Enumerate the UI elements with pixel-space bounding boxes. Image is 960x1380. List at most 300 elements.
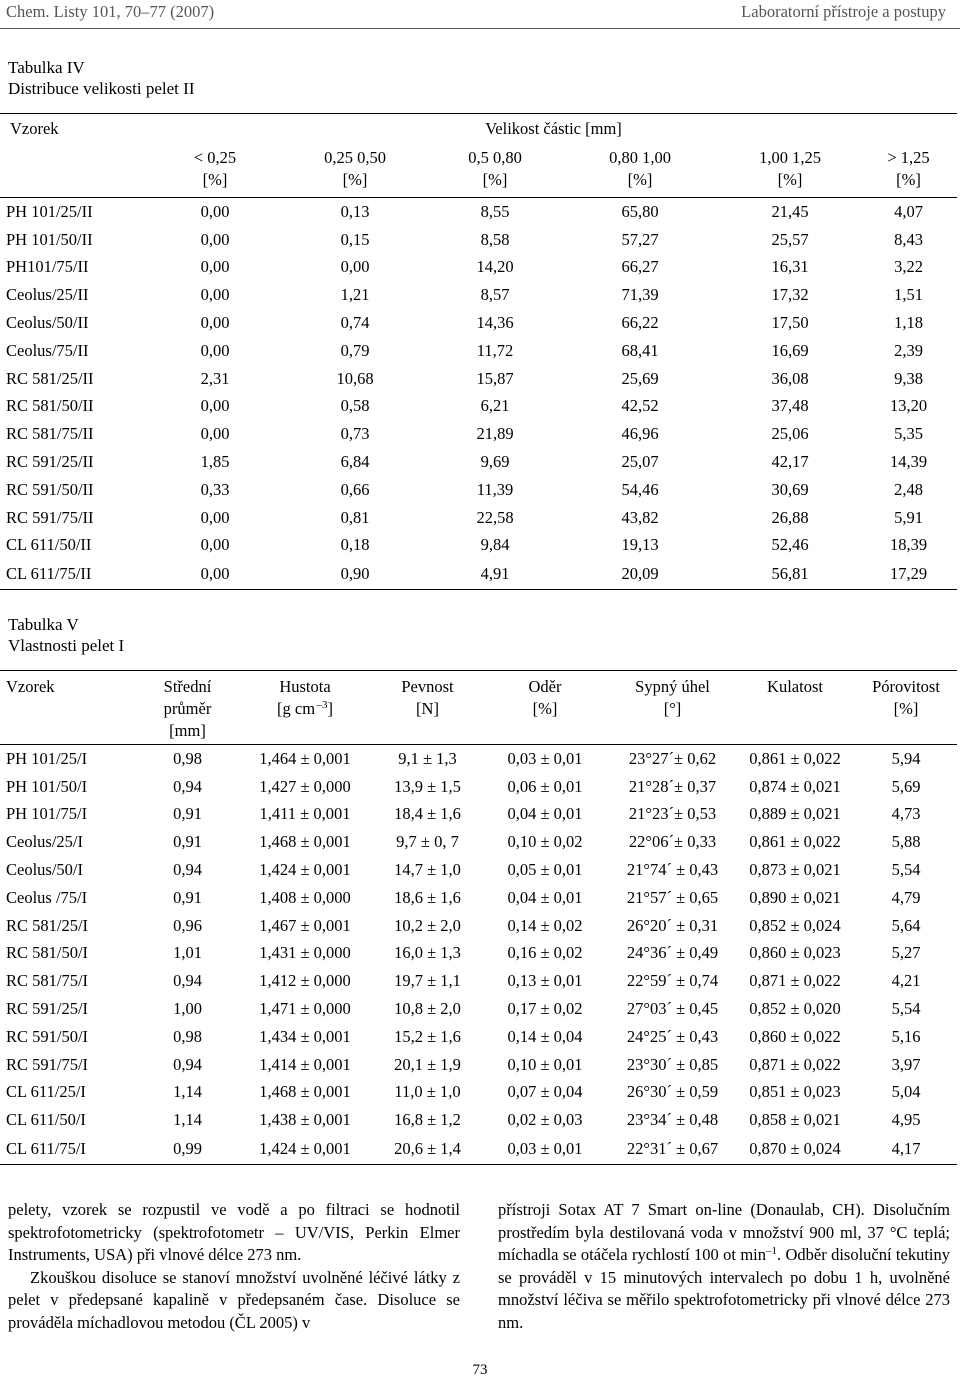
table-row bbox=[0, 448, 957, 476]
value-cell: 1,00 bbox=[173, 999, 202, 1019]
table-row bbox=[0, 198, 957, 226]
value-cell: 5,94 bbox=[891, 748, 921, 768]
value-cell: 2,48 bbox=[894, 479, 923, 499]
table4-column-header bbox=[430, 147, 560, 198]
value-cell: 5,91 bbox=[894, 507, 923, 527]
value-cell: 16,31 bbox=[771, 257, 809, 277]
value-cell: 1,434 ± 0,001 bbox=[259, 1026, 351, 1046]
value-cell: 1,411 ± 0,001 bbox=[259, 804, 351, 824]
value-cell: 1,467 ± 0,001 bbox=[259, 915, 351, 935]
value-cell: 3,22 bbox=[894, 257, 923, 277]
table-row bbox=[0, 884, 957, 912]
value-cell: 0,90 bbox=[340, 564, 370, 584]
sample-cell: RC 581/50/I bbox=[6, 943, 89, 963]
value-cell: 0,13 bbox=[340, 201, 370, 221]
table5 bbox=[0, 670, 957, 1165]
header-line: [%] bbox=[893, 699, 919, 718]
header-line: Sypný úhel bbox=[635, 677, 710, 696]
table4-group-header: Velikost částic [mm] bbox=[485, 119, 622, 138]
value-cell: 0,18 bbox=[340, 535, 370, 555]
value-cell: 8,58 bbox=[480, 229, 510, 249]
value-cell: 0,58 bbox=[340, 396, 370, 416]
value-cell: 9,84 bbox=[480, 535, 510, 555]
value-cell: 66,27 bbox=[621, 257, 659, 277]
text-column-left bbox=[8, 1199, 460, 1334]
value-cell: 3,97 bbox=[891, 1054, 921, 1074]
table5-header-diameter bbox=[140, 671, 235, 745]
header-line: Hustota bbox=[279, 677, 331, 696]
value-cell: 0,74 bbox=[340, 313, 370, 333]
sample-cell: Ceolus/50/II bbox=[6, 313, 89, 333]
value-cell: 4,73 bbox=[891, 804, 921, 824]
table4-column-headers bbox=[0, 147, 957, 198]
table5-caption bbox=[8, 614, 124, 656]
unit-text: ] bbox=[327, 699, 333, 718]
table4-column-header bbox=[280, 147, 430, 198]
value-cell: 2,39 bbox=[894, 340, 923, 360]
value-cell: 5,27 bbox=[891, 943, 921, 963]
sample-cell: PH 101/25/I bbox=[6, 748, 88, 768]
table-row bbox=[0, 1079, 957, 1107]
value-cell: 0,81 bbox=[340, 507, 370, 527]
value-cell: 14,36 bbox=[476, 313, 514, 333]
value-cell: 0,96 bbox=[173, 915, 202, 935]
table-row bbox=[0, 995, 957, 1023]
table5-header-sample: Vzorek bbox=[0, 671, 140, 745]
header-line: [%] bbox=[777, 170, 803, 189]
value-cell: 1,468 ± 0,001 bbox=[259, 1082, 351, 1102]
table-row bbox=[0, 365, 957, 393]
value-cell: 66,22 bbox=[621, 313, 659, 333]
value-cell: 0,00 bbox=[200, 535, 230, 555]
header-line: Oděr bbox=[528, 677, 562, 696]
text-column-right bbox=[498, 1199, 950, 1334]
value-cell: 21°28´± 0,37 bbox=[628, 776, 717, 796]
value-cell: 42,17 bbox=[771, 452, 809, 472]
value-cell: 13,20 bbox=[889, 396, 928, 416]
sample-cell: Ceolus/25/II bbox=[6, 285, 89, 305]
value-cell: 56,81 bbox=[771, 564, 809, 584]
value-cell: 2,31 bbox=[200, 368, 230, 388]
value-cell: 71,39 bbox=[621, 285, 659, 305]
table-row bbox=[0, 856, 957, 884]
value-cell: 1,14 bbox=[173, 1082, 202, 1102]
sample-cell: PH101/75/II bbox=[6, 257, 89, 277]
value-cell: 5,54 bbox=[891, 860, 921, 880]
value-cell: 14,39 bbox=[889, 452, 928, 472]
value-cell: 6,21 bbox=[480, 396, 510, 416]
value-cell: 0,17 ± 0,02 bbox=[507, 999, 583, 1019]
value-cell: 1,424 ± 0,001 bbox=[259, 860, 351, 880]
paragraph: pelety, vzorek se rozpustil ve vodě a po filtraci se hodnotil spektrofotometricky (spektrofotometr – UV/VIS, Perkin Elmer Instruments, USA) při vlnové délce 273 nm. bbox=[8, 1200, 460, 1264]
value-cell: 30,69 bbox=[771, 479, 809, 499]
table-row bbox=[0, 504, 957, 532]
table5-header-angle bbox=[610, 671, 735, 745]
table-row bbox=[0, 309, 957, 337]
value-cell: 0,874 ± 0,021 bbox=[749, 776, 841, 796]
value-cell: 0,16 ± 0,02 bbox=[507, 943, 583, 963]
value-cell: 0,873 ± 0,021 bbox=[749, 860, 841, 880]
value-cell: 8,55 bbox=[480, 201, 510, 221]
header-line: 1,00 1,25 bbox=[759, 148, 821, 167]
value-cell: 54,46 bbox=[621, 479, 659, 499]
sample-cell: RC 581/75/I bbox=[6, 971, 89, 991]
table-row bbox=[0, 1023, 957, 1051]
value-cell: 0,861 ± 0,022 bbox=[749, 832, 841, 852]
value-cell: 1,468 ± 0,001 bbox=[259, 832, 351, 852]
sample-cell: RC 591/75/II bbox=[6, 507, 94, 527]
sample-cell: RC 581/25/II bbox=[6, 368, 94, 388]
value-cell: 68,41 bbox=[621, 340, 659, 360]
value-cell: 0,00 bbox=[200, 201, 230, 221]
value-cell: 1,412 ± 0,000 bbox=[259, 971, 351, 991]
value-cell: 15,87 bbox=[476, 368, 514, 388]
value-cell: 0,00 bbox=[200, 507, 230, 527]
value-cell: 11,39 bbox=[476, 479, 514, 499]
value-cell: 17,32 bbox=[771, 285, 809, 305]
table4-title: Tabulka IV bbox=[8, 58, 85, 77]
value-cell: 0,00 bbox=[200, 257, 230, 277]
unit-text: [g cm bbox=[277, 699, 316, 718]
value-cell: 22,58 bbox=[476, 507, 514, 527]
value-cell: 1,85 bbox=[200, 452, 230, 472]
value-cell: 5,88 bbox=[891, 832, 921, 852]
value-cell: 1,21 bbox=[340, 285, 370, 305]
header-line: [mm] bbox=[169, 721, 206, 740]
value-cell: 0,00 bbox=[200, 313, 230, 333]
table-row bbox=[0, 940, 957, 968]
value-cell: 22°31´ ± 0,67 bbox=[626, 1139, 719, 1159]
value-cell: 0,02 ± 0,03 bbox=[507, 1110, 583, 1130]
value-cell: 0,03 ± 0,01 bbox=[507, 748, 583, 768]
table4-column-header bbox=[560, 147, 720, 198]
value-cell: 10,2 ± 2,0 bbox=[394, 915, 461, 935]
table4-row-header: Vzorek bbox=[10, 119, 59, 138]
value-cell: 0,890 ± 0,021 bbox=[749, 887, 841, 907]
value-cell: 0,00 bbox=[200, 564, 230, 584]
value-cell: 4,91 bbox=[480, 564, 510, 584]
value-cell: 25,57 bbox=[771, 229, 809, 249]
value-cell: 0,860 ± 0,023 bbox=[749, 943, 841, 963]
value-cell: 20,1 ± 1,9 bbox=[394, 1054, 461, 1074]
value-cell: 18,4 ± 1,6 bbox=[394, 804, 461, 824]
value-cell: 25,69 bbox=[621, 368, 659, 388]
header-line bbox=[235, 698, 375, 720]
value-cell: 16,0 ± 1,3 bbox=[394, 943, 461, 963]
header-line: Střední bbox=[163, 677, 212, 696]
section-header: Laboratorní přístroje a postupy bbox=[741, 2, 946, 21]
table-row bbox=[0, 1106, 957, 1134]
value-cell: 0,00 bbox=[200, 285, 230, 305]
value-cell: 0,94 bbox=[173, 860, 202, 880]
sample-cell: RC 591/25/I bbox=[6, 999, 89, 1019]
value-cell: 43,82 bbox=[621, 507, 659, 527]
value-cell: 1,438 ± 0,001 bbox=[259, 1110, 351, 1130]
value-cell: 0,06 ± 0,01 bbox=[507, 776, 583, 796]
table5-header-roundness bbox=[735, 671, 855, 745]
value-cell: 0,861 ± 0,022 bbox=[749, 748, 841, 768]
value-cell: 0,870 ± 0,024 bbox=[749, 1139, 841, 1159]
header-line: [%] bbox=[202, 170, 228, 189]
table-row bbox=[0, 420, 957, 448]
table-row bbox=[0, 745, 957, 773]
value-cell: 0,14 ± 0,02 bbox=[507, 915, 583, 935]
table-row bbox=[0, 967, 957, 995]
value-cell: 5,69 bbox=[891, 776, 921, 796]
value-cell: 0,00 bbox=[200, 424, 230, 444]
value-cell: 0,07 ± 0,04 bbox=[507, 1082, 583, 1102]
sample-cell: Ceolus /75/I bbox=[6, 887, 88, 907]
value-cell: 0,10 ± 0,01 bbox=[507, 1054, 583, 1074]
value-cell: 0,04 ± 0,01 bbox=[507, 804, 583, 824]
sample-cell: CL 611/50/I bbox=[6, 1110, 86, 1130]
value-cell: 0,871 ± 0,022 bbox=[749, 971, 841, 991]
table-row bbox=[0, 828, 957, 856]
header-line: 0,80 1,00 bbox=[609, 148, 671, 167]
sample-cell: PH 101/25/II bbox=[6, 201, 93, 221]
value-cell: 0,66 bbox=[340, 479, 370, 499]
value-cell: 0,10 ± 0,02 bbox=[507, 832, 583, 852]
value-cell: 25,06 bbox=[771, 424, 809, 444]
value-cell: 0,871 ± 0,022 bbox=[749, 1054, 841, 1074]
value-cell: 9,69 bbox=[480, 452, 510, 472]
header-line: < 0,25 bbox=[193, 148, 237, 167]
header-line: [%] bbox=[482, 170, 508, 189]
sample-cell: RC 591/50/I bbox=[6, 1026, 89, 1046]
value-cell: 1,424 ± 0,001 bbox=[259, 1139, 351, 1159]
value-cell: 1,414 ± 0,001 bbox=[259, 1054, 351, 1074]
value-cell: 17,29 bbox=[889, 564, 928, 584]
value-cell: 0,860 ± 0,022 bbox=[749, 1026, 841, 1046]
value-cell: 65,80 bbox=[621, 201, 659, 221]
header-line: [%] bbox=[627, 170, 653, 189]
value-cell: 1,01 bbox=[173, 943, 202, 963]
value-cell: 0,99 bbox=[173, 1139, 202, 1159]
header-line: Pórovitost bbox=[872, 677, 940, 696]
sample-cell: RC 581/75/II bbox=[6, 424, 94, 444]
value-cell: 0,852 ± 0,020 bbox=[749, 999, 841, 1019]
value-cell: 37,48 bbox=[771, 396, 809, 416]
value-cell: 57,27 bbox=[621, 229, 659, 249]
value-cell: 0,05 ± 0,01 bbox=[507, 860, 583, 880]
value-cell: 4,07 bbox=[894, 201, 923, 221]
value-cell: 0,73 bbox=[340, 424, 370, 444]
header-line: 0,25 0,50 bbox=[324, 148, 386, 167]
value-cell: 19,7 ± 1,1 bbox=[394, 971, 461, 991]
value-cell: 0,00 bbox=[200, 340, 230, 360]
sample-cell: RC 591/50/II bbox=[6, 479, 94, 499]
value-cell: 0,98 bbox=[173, 748, 202, 768]
value-cell: 1,408 ± 0,000 bbox=[259, 887, 351, 907]
table4-column-header bbox=[150, 147, 280, 198]
value-cell: 21°74´ ± 0,43 bbox=[626, 860, 719, 880]
value-cell: 23°30´ ± 0,85 bbox=[626, 1054, 719, 1074]
header-line: [N] bbox=[416, 699, 439, 718]
value-cell: 21°57´ ± 0,65 bbox=[626, 887, 719, 907]
table-row bbox=[0, 773, 957, 801]
value-cell: 0,91 bbox=[173, 887, 202, 907]
value-cell: 0,00 bbox=[200, 229, 230, 249]
paragraph: Zkouškou disoluce se stanoví množství uvolněné léčivé látky z pelet v předepsané kapalině v předepsaném čase. Disoluce se prováděla míchadlovou metodou (ČL 2005) v bbox=[8, 1267, 460, 1332]
value-cell: 14,7 ± 1,0 bbox=[394, 860, 461, 880]
value-cell: 5,16 bbox=[891, 1026, 921, 1046]
table-row bbox=[0, 801, 957, 829]
table4-subtitle: Distribuce velikosti pelet II bbox=[8, 79, 195, 98]
table5-header-strength bbox=[375, 671, 480, 745]
value-cell: 0,00 bbox=[340, 257, 370, 277]
header-line: [%] bbox=[342, 170, 368, 189]
sample-cell: PH 101/50/II bbox=[6, 229, 93, 249]
value-cell: 4,95 bbox=[891, 1110, 921, 1130]
header-rule bbox=[0, 28, 960, 29]
paragraph bbox=[498, 1199, 950, 1334]
value-cell: 52,46 bbox=[771, 535, 809, 555]
value-cell: 0,79 bbox=[340, 340, 370, 360]
value-cell: 4,79 bbox=[891, 887, 921, 907]
sample-cell: CL 611/75/II bbox=[6, 564, 92, 584]
sample-cell: PH 101/50/I bbox=[6, 776, 88, 796]
table5-header-abrasion bbox=[480, 671, 610, 745]
value-cell: 10,68 bbox=[336, 368, 374, 388]
header-line: [%] bbox=[896, 170, 921, 189]
value-cell: 24°36´ ± 0,49 bbox=[626, 943, 719, 963]
value-cell: 19,13 bbox=[621, 535, 659, 555]
value-cell: 0,94 bbox=[173, 971, 202, 991]
value-cell: 0,13 ± 0,01 bbox=[507, 971, 583, 991]
sample-cell: CL 611/50/II bbox=[6, 535, 92, 555]
value-cell: 0,94 bbox=[173, 1054, 202, 1074]
value-cell: 26°30´ ± 0,59 bbox=[626, 1082, 719, 1102]
value-cell: 1,18 bbox=[894, 313, 923, 333]
value-cell: 11,0 ± 1,0 bbox=[394, 1082, 461, 1102]
value-cell: 22°59´ ± 0,74 bbox=[626, 971, 719, 991]
value-cell: 0,852 ± 0,024 bbox=[749, 915, 841, 935]
sample-cell: RC 581/25/I bbox=[6, 915, 89, 935]
header-line: > 1,25 bbox=[887, 148, 930, 167]
value-cell: 10,8 ± 2,0 bbox=[394, 999, 461, 1019]
value-cell: 16,69 bbox=[771, 340, 809, 360]
header-line: Kulatost bbox=[767, 677, 823, 696]
value-cell: 21,45 bbox=[771, 201, 809, 221]
sample-cell: CL 611/25/I bbox=[6, 1082, 86, 1102]
table4-column-header bbox=[860, 147, 957, 198]
value-cell: 21,89 bbox=[476, 424, 514, 444]
value-cell: 0,94 bbox=[173, 776, 202, 796]
table-row bbox=[0, 476, 957, 504]
table-row bbox=[0, 226, 957, 254]
table4 bbox=[0, 113, 957, 590]
header-line: 0,5 0,80 bbox=[468, 148, 522, 167]
journal-header: Chem. Listy 101, 70–77 (2007) bbox=[6, 2, 215, 21]
value-cell: 0,03 ± 0,01 bbox=[507, 1139, 583, 1159]
table5-title: Tabulka V bbox=[8, 615, 79, 634]
value-cell: 16,8 ± 1,2 bbox=[394, 1110, 461, 1130]
value-cell: 15,2 ± 1,6 bbox=[394, 1026, 461, 1046]
table-row bbox=[0, 1134, 957, 1165]
table4-column-header bbox=[720, 147, 860, 198]
sample-cell: RC 581/50/II bbox=[6, 396, 94, 416]
value-cell: 0,04 ± 0,01 bbox=[507, 887, 583, 907]
value-cell: 6,84 bbox=[340, 452, 370, 472]
sample-cell: RC 591/25/II bbox=[6, 452, 94, 472]
sample-cell: PH 101/75/I bbox=[6, 804, 88, 824]
value-cell: 4,21 bbox=[891, 971, 921, 991]
value-cell: 46,96 bbox=[621, 424, 659, 444]
value-cell: 5,64 bbox=[891, 915, 921, 935]
value-cell: 1,427 ± 0,000 bbox=[259, 776, 351, 796]
value-cell: 18,6 ± 1,6 bbox=[394, 887, 461, 907]
value-cell: 0,851 ± 0,023 bbox=[749, 1082, 841, 1102]
value-cell: 26,88 bbox=[771, 507, 809, 527]
value-cell: 22°06´± 0,33 bbox=[628, 832, 717, 852]
value-cell: 23°27´± 0,62 bbox=[628, 748, 717, 768]
value-cell: 5,04 bbox=[891, 1082, 921, 1102]
header-line: průměr bbox=[163, 699, 212, 718]
value-cell: 23°34´ ± 0,48 bbox=[626, 1110, 719, 1130]
sample-cell: Ceolus/25/I bbox=[6, 832, 83, 852]
value-cell: 1,471 ± 0,000 bbox=[259, 999, 351, 1019]
value-cell: 0,858 ± 0,021 bbox=[749, 1110, 841, 1130]
sample-cell: RC 591/75/I bbox=[6, 1054, 89, 1074]
value-cell: 9,38 bbox=[894, 368, 923, 388]
value-cell: 36,08 bbox=[771, 368, 809, 388]
table5-header-density bbox=[235, 671, 375, 745]
value-cell: 5,35 bbox=[894, 424, 923, 444]
value-cell: 8,57 bbox=[480, 285, 510, 305]
value-cell: 14,20 bbox=[476, 257, 514, 277]
value-cell: 4,17 bbox=[891, 1139, 921, 1159]
value-cell: 42,52 bbox=[621, 396, 659, 416]
value-cell: 27°03´ ± 0,45 bbox=[626, 999, 719, 1019]
value-cell: 8,43 bbox=[894, 229, 923, 249]
header-line: [°] bbox=[663, 699, 682, 718]
value-cell: 21°23´± 0,53 bbox=[628, 804, 717, 824]
text-span: . Odběr disoluční tekutiny se prováděl v 15 minutových intervalech po dobu 1 h, uvolněné množství léčiva se měřilo spektrofotometricky při vlnové délce 273 nm. bbox=[498, 1245, 950, 1332]
value-cell: 1,51 bbox=[894, 285, 923, 305]
value-cell: 9,1 ± 1,3 bbox=[398, 748, 457, 768]
sample-cell: Ceolus/75/II bbox=[6, 340, 89, 360]
value-cell: 1,431 ± 0,000 bbox=[259, 943, 351, 963]
table-row bbox=[0, 912, 957, 940]
value-cell: 0,98 bbox=[173, 1026, 202, 1046]
table-row bbox=[0, 281, 957, 309]
table-row bbox=[0, 559, 957, 590]
table-row bbox=[0, 337, 957, 365]
value-cell: 20,6 ± 1,4 bbox=[394, 1139, 461, 1159]
value-cell: 11,72 bbox=[476, 340, 514, 360]
table-row bbox=[0, 1051, 957, 1079]
table5-subtitle: Vlastnosti pelet I bbox=[8, 636, 125, 655]
value-cell: 17,50 bbox=[771, 313, 809, 333]
value-cell: 0,14 ± 0,04 bbox=[507, 1026, 583, 1046]
sample-cell: CL 611/75/I bbox=[6, 1139, 86, 1159]
text-span: přístroji Sotax AT 7 Smart on-line (Donaulab, CH). Disolučním prostředím byla destilovaná voda v množství 900 ml, 37 °C teplá; míchadla se otáčela rychlostí 100 ot min bbox=[498, 1200, 950, 1264]
value-cell: 18,39 bbox=[889, 535, 928, 555]
table-row bbox=[0, 254, 957, 282]
table5-header-porosity bbox=[855, 671, 957, 745]
exponent: –1 bbox=[766, 1245, 778, 1257]
value-cell: 13,9 ± 1,5 bbox=[394, 776, 461, 796]
table-row bbox=[0, 532, 957, 560]
value-cell: 0,00 bbox=[200, 396, 230, 416]
value-cell: 25,07 bbox=[621, 452, 659, 472]
unit-exponent: –3 bbox=[316, 699, 328, 711]
page-number: 73 bbox=[472, 1362, 488, 1378]
value-cell: 0,889 ± 0,021 bbox=[749, 804, 841, 824]
value-cell: 1,464 ± 0,001 bbox=[259, 748, 351, 768]
value-cell: 26°20´ ± 0,31 bbox=[626, 915, 719, 935]
value-cell: 1,14 bbox=[173, 1110, 202, 1130]
